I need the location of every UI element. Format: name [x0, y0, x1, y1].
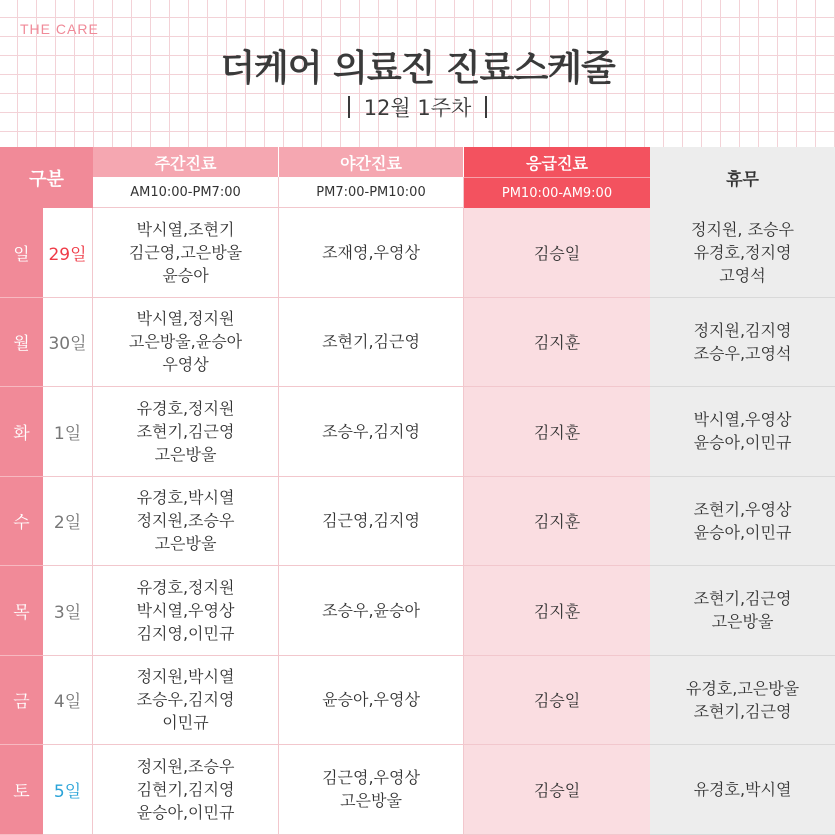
cell-off: [650, 387, 835, 477]
day-line: 윤승아,이민규: [136, 802, 235, 822]
off-line: 유경호,박시열: [693, 779, 792, 799]
cell-dow: 토: [0, 745, 43, 835]
cell-emergency: 김지훈: [464, 387, 650, 477]
day-line: 박시열,조현기: [136, 219, 235, 239]
night-line: 고은방울: [340, 791, 402, 811]
day-line: 이민규: [162, 713, 209, 733]
cell-dow: 금: [0, 656, 43, 746]
day-line: 정지원,조승우: [136, 511, 235, 531]
cell-date: 4일: [43, 656, 93, 746]
day-line: 고은방울: [154, 444, 217, 464]
cell-date: 29일: [43, 208, 93, 298]
day-line: 박시열,정지원: [136, 309, 235, 329]
header-emergency-clinic: 응급진료: [464, 147, 650, 177]
off-line: 정지원,김지영: [693, 320, 792, 340]
cell-night: [279, 387, 464, 477]
cell-off: [650, 208, 835, 298]
off-line: 박시열,우영상: [693, 410, 792, 430]
cell-dow: 일: [0, 208, 43, 298]
day-line: 김현기,김지영: [136, 779, 235, 799]
header-day-time: AM10:00-PM7:00: [93, 177, 279, 208]
cell-date: 2일: [43, 477, 93, 567]
cell-night: [279, 298, 464, 388]
cell-night: [279, 208, 464, 298]
cell-day: [93, 387, 279, 477]
cell-day: [93, 745, 279, 835]
divider-left: [348, 96, 350, 118]
cell-dow: 목: [0, 566, 43, 656]
cell-day: [93, 208, 279, 298]
night-line: 김근영,김지영: [322, 511, 420, 531]
week-subtitle: [0, 92, 835, 122]
cell-dow: 화: [0, 387, 43, 477]
page-title: 더케어 의료진 진료스케줄: [220, 48, 615, 89]
cell-off: [650, 745, 835, 835]
header-gubun: 구분: [0, 147, 93, 208]
off-line: 윤승아,이민규: [693, 522, 792, 542]
header-off: 휴무: [650, 147, 835, 208]
week-label: 12월 1주차: [363, 96, 472, 120]
schedule-table: [0, 147, 835, 835]
cell-night: [279, 656, 464, 746]
cell-day: [93, 477, 279, 567]
night-line: 김근영,우영상: [322, 768, 420, 788]
cell-day: [93, 656, 279, 746]
divider-right: [485, 96, 487, 118]
cell-date: 30일: [43, 298, 93, 388]
cell-emergency: 김지훈: [464, 298, 650, 388]
cell-off: [650, 298, 835, 388]
off-line: 조현기,김근영: [693, 701, 792, 721]
cell-off: [650, 477, 835, 567]
day-line: 박시열,우영상: [136, 600, 235, 620]
off-line: 정지원, 조승우: [691, 219, 794, 239]
header-night-time: PM7:00-PM10:00: [279, 177, 464, 208]
header-day-clinic: 주간진료: [93, 147, 279, 177]
cell-dow: 월: [0, 298, 43, 388]
off-line: 조승우,고영석: [693, 343, 792, 363]
cell-off: [650, 656, 835, 746]
night-line: 윤승아,우영상: [322, 690, 420, 710]
header-night-clinic: 야간진료: [279, 147, 464, 177]
day-line: 정지원,조승우: [136, 756, 235, 776]
day-line: 우영상: [162, 355, 209, 375]
off-line: 유경호,정지영: [693, 242, 792, 262]
night-line: 조승우,윤승아: [322, 600, 420, 620]
cell-emergency: 김승일: [464, 745, 650, 835]
night-line: 조재영,우영상: [322, 242, 420, 262]
cell-off: [650, 566, 835, 656]
cell-emergency: 김지훈: [464, 566, 650, 656]
day-line: 고은방울,윤승아: [128, 332, 243, 352]
off-line: 윤승아,이민규: [693, 433, 792, 453]
day-line: 조승우,김지영: [136, 690, 235, 710]
day-line: 고은방울: [154, 534, 217, 554]
cell-date: 1일: [43, 387, 93, 477]
cell-emergency: 김승일: [464, 656, 650, 746]
off-line: 유경호,고은방울: [685, 678, 800, 698]
day-line: 김근영,고은방울: [128, 242, 243, 262]
day-line: 윤승아: [162, 265, 209, 285]
cell-night: [279, 566, 464, 656]
brand-logo: THE CARE: [20, 21, 99, 37]
night-line: 조현기,김근영: [322, 332, 420, 352]
off-line: 조현기,김근영: [693, 589, 792, 609]
cell-emergency: 김승일: [464, 208, 650, 298]
cell-date: 3일: [43, 566, 93, 656]
day-line: 유경호,정지원: [136, 398, 235, 418]
day-line: 조현기,김근영: [136, 421, 235, 441]
cell-day: [93, 566, 279, 656]
cell-day: [93, 298, 279, 388]
cell-dow: 수: [0, 477, 43, 567]
night-line: 조승우,김지영: [322, 421, 420, 441]
cell-night: [279, 477, 464, 567]
off-line: 조현기,우영상: [693, 499, 792, 519]
cell-emergency: 김지훈: [464, 477, 650, 567]
off-line: 고영석: [719, 265, 766, 285]
day-line: 유경호,박시열: [136, 488, 235, 508]
header-emergency-time: PM10:00-AM9:00: [464, 177, 650, 208]
day-line: 유경호,정지원: [136, 577, 235, 597]
cell-night: [279, 745, 464, 835]
day-line: 정지원,박시열: [136, 667, 235, 687]
cell-date: 5일: [43, 745, 93, 835]
day-line: 김지영,이민규: [136, 623, 235, 643]
off-line: 고은방울: [711, 612, 774, 632]
